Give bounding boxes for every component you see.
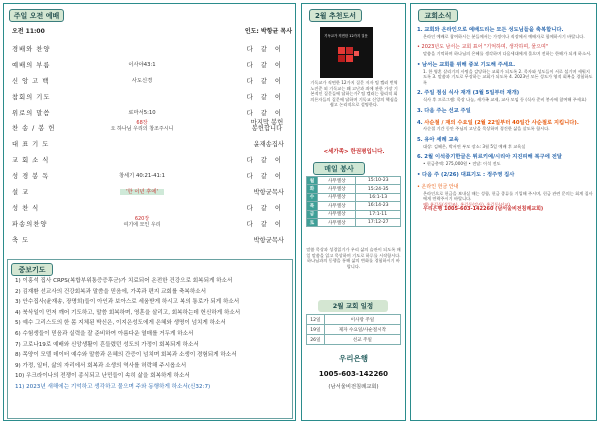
meetings-table bbox=[306, 314, 401, 345]
meetings-header: 2월 교회 일정 bbox=[318, 300, 388, 312]
book-cover-title: 기독교가 직면한 12가지 질문 bbox=[324, 34, 368, 38]
order-row bbox=[12, 135, 292, 151]
table-cell: 선교 주일 bbox=[324, 335, 400, 345]
table-row bbox=[307, 185, 401, 193]
notice-num: • bbox=[417, 44, 420, 51]
order-row bbox=[12, 40, 292, 56]
table-cell: 사무엘상 bbox=[318, 218, 356, 226]
notice-num: • bbox=[417, 171, 421, 178]
notice-num: 1. bbox=[417, 27, 423, 33]
table-row bbox=[307, 315, 401, 325]
order-content bbox=[82, 120, 202, 132]
prayer-item: 11) 2023년 새해에는 기억하고 생각하고 물으며 주와 동행하게 하소서(신32:7) bbox=[15, 383, 211, 390]
order-right: 다 같 이 bbox=[246, 109, 284, 117]
order-right: 다 같 이 bbox=[246, 157, 284, 165]
table-cell: 제자 수요일/사순절시작 bbox=[324, 325, 400, 335]
order-right: 다 같 이 bbox=[246, 220, 284, 228]
hymn-title: 오 하나님 우리의 창조주시니 bbox=[110, 126, 174, 133]
hymn-number: 620장 bbox=[134, 215, 150, 222]
worship-order bbox=[12, 40, 292, 247]
service-table bbox=[306, 176, 401, 227]
prayer-header: 중보기도 bbox=[11, 263, 53, 276]
notice-text: 교회와 온라인으로 예배드리는 모든 성도님들을 축복합니다. bbox=[424, 27, 564, 33]
table-cell: 15:10-23 bbox=[356, 177, 401, 185]
table-cell: 15:24-35 bbox=[356, 185, 401, 193]
order-row bbox=[12, 183, 292, 199]
notice-item bbox=[417, 184, 593, 191]
table-cell: 16:1-13 bbox=[356, 193, 401, 201]
notice-num: 2. bbox=[417, 90, 423, 97]
table-cell: 금 bbox=[307, 210, 318, 218]
prayer-item: 5) 예수 그리스도의 한 몸 지체된 박신은, 이지은성도에게 은혜와 생명이 넘치게 하소서 bbox=[15, 320, 226, 327]
table-cell: 목 bbox=[307, 202, 318, 210]
table-row bbox=[307, 177, 401, 185]
order-name: 성 찬 식 bbox=[12, 204, 40, 212]
table-row bbox=[307, 210, 401, 218]
notice-sub: 사순절 기간 동안 주님의 고난을 묵상하며 경건한 삶을 살도록 합시다. bbox=[423, 126, 550, 132]
book-cover-image bbox=[320, 27, 373, 78]
order-name: 신 앙 고 백 bbox=[12, 77, 50, 85]
table-cell: 이사랑 주일 bbox=[324, 315, 400, 325]
worship-time-row bbox=[12, 26, 292, 35]
notice-item bbox=[417, 62, 593, 69]
order-content: 이사야43:1 bbox=[128, 61, 156, 68]
order-name: 성 경 봉 독 bbox=[12, 173, 50, 181]
order-name: 위로의 말씀 bbox=[12, 109, 51, 117]
order-name: 교 회 소 식 bbox=[12, 157, 50, 165]
notice-sub: 1. 한 영혼 살리기의 사명을 감당하는 교회가 되도록 2. 목자와 성도들이 서로 섬기며 세워지도록 3. 말씀과 기도로 무장하는 교회가 되도록 4. 2023년 모든 성도가 영적 회복을 경험하도록 bbox=[423, 68, 593, 85]
order-right: 다 같 이 bbox=[246, 46, 284, 53]
service-header: 매일 봉사 bbox=[313, 162, 365, 175]
order-right: 다 같 이 bbox=[246, 77, 284, 85]
prayer-item: 6) 수험생들이 믿음과 실력을 잘 준비하여 아름다운 열매를 거두게 하소서 bbox=[15, 330, 194, 337]
book-title: <세가족> 한권평입니다. bbox=[323, 149, 385, 155]
order-name: 축 도 bbox=[12, 236, 30, 244]
order-right: 다 같 이 bbox=[246, 93, 284, 101]
prayer-item: 7) 고로나19로 예배와 신앙생활이 흔들렸던 성도의 가정이 회복되게 하소서 bbox=[15, 341, 199, 348]
order-right: 윤재송집사 bbox=[253, 141, 284, 149]
bank-name: 우리은행 bbox=[339, 354, 368, 363]
order-row bbox=[12, 119, 292, 135]
hymn-number: 68장 bbox=[136, 120, 148, 127]
order-name: 파송의찬양 bbox=[12, 220, 48, 228]
prayer-item: 9) 가정, 일터, 삶의 자리에서 회복과 소생의 역사를 허락해 주시옵소서 bbox=[15, 362, 187, 369]
sermon-title: '한 이년 후에' bbox=[120, 189, 164, 195]
notice-text: 유아 세례 교육 bbox=[424, 136, 459, 143]
hymn-title: 여기에 모인 우리 bbox=[123, 221, 161, 228]
notice-text: 남서는 교회를 위해 중보 기도해 주세요. bbox=[421, 61, 516, 68]
table-row bbox=[307, 193, 401, 201]
order-row bbox=[12, 231, 292, 247]
notice-text: 주일 점심 식사 재개 (3월 5일부터 재개) bbox=[424, 90, 520, 97]
service-note: 말씀 묵상과 성경읽기가 우리 삶의 습관이 되도록 매일 말씀을 읽고 묵상하며 기도로 하루를 시작합시다. 하나님과의 동행을 통해 삶의 변화를 경험하시기 바랍니다. bbox=[306, 247, 401, 269]
notice-num: 6. bbox=[417, 154, 423, 161]
table-cell: 16:14-23 bbox=[356, 202, 401, 210]
order-content bbox=[82, 216, 202, 228]
prayer-item: 10) 우크라이나의 전쟁이 종식되고 난민들이 속히 삶을 회복하게 하소서 bbox=[15, 373, 190, 380]
order-right: 다 같 이 bbox=[246, 204, 284, 212]
notice-sub: 식사 후 프로그램: 목장 나눔, 새가족 교제, 교사 모임 등 (식사 준비 봉사에 참여해 주세요) bbox=[423, 97, 587, 103]
notice-text: 온라인 헌금 안내 bbox=[421, 183, 459, 190]
table-cell: 사무엘상 bbox=[318, 177, 356, 185]
notice-item bbox=[417, 27, 593, 34]
table-cell: 17:1-11 bbox=[356, 210, 401, 218]
notice-sub: 말씀을 기억하며 하나님의 은혜를 생각하며 다음세대에게 물으며 전하는 한해가 되게 하소서. bbox=[423, 51, 592, 57]
notice-item bbox=[417, 137, 593, 144]
order-right: 박항균목사 bbox=[253, 189, 284, 197]
order-name: 설 교 bbox=[12, 189, 30, 197]
prayer-item: 2) 김재환 선교사의 건강회복과 말씀을 믿음에, 가족과 편지 교회를 축복하소서 bbox=[15, 288, 207, 295]
table-row bbox=[307, 335, 401, 345]
table-cell: 19일 bbox=[307, 325, 325, 335]
notice-text: 다음 주 (2/26) 대표기도 : 정주영 집사 bbox=[421, 171, 515, 178]
notice-item bbox=[417, 172, 593, 179]
order-row bbox=[12, 215, 292, 231]
notice-num: 4. bbox=[417, 119, 423, 126]
order-name: 찬 송 / 봉 헌 bbox=[12, 125, 56, 133]
prayer-item: 8) 목양이 모델 데이터 예수와 말씀과 은혜의 간증이 넘치며 회복과 소생이 경험되게 하소서 bbox=[15, 352, 237, 359]
notice-text: 사순절 / 재의 수요일 (2월 22일부터 40일간 사순절로 지킵니다). bbox=[424, 119, 579, 126]
order-right: 다 같 이 bbox=[246, 61, 284, 69]
order-name: 예배의 부름 bbox=[12, 61, 51, 69]
bank-account: 1005-603-142260 bbox=[318, 370, 389, 378]
book-cover-art bbox=[320, 27, 373, 78]
book-description: 기독교가 직면한 12가지 질문 저자 팀 켈러 번역 노진준 외 기독교는 왜 고난과 죄에 관한 가장 기본적인 질문들에 답하는가? 팀 켈러는 합리적 회의론자들의 질문에 답하며 기독교 신앙의 핵심을 쉽고 논리적으로 설명한다. bbox=[310, 80, 398, 108]
notice-text: 2월 이석증기한글은 튀르키예/시리아 지진피해 복구에 전달 bbox=[424, 154, 562, 161]
order-row bbox=[12, 72, 292, 88]
order-content: 로마서5:10 bbox=[128, 109, 156, 116]
notices-list bbox=[417, 27, 593, 213]
table-row bbox=[307, 218, 401, 226]
notice-sub: • 헌금총액: 275,000원 • 전달: 이석 전도 bbox=[423, 161, 501, 167]
order-row bbox=[12, 56, 292, 72]
order-row bbox=[12, 88, 292, 104]
order-content: 사도신경 bbox=[131, 77, 153, 84]
notice-bank: 우리은행 1005-603-142260 (남서울비전침례교회) bbox=[423, 206, 544, 213]
notice-num: 3. bbox=[417, 107, 423, 114]
table-cell: 수 bbox=[307, 193, 318, 201]
bank-holder: (남서울비전침례교회) bbox=[328, 384, 379, 390]
prayer-item: 1) 이홍석 집사 CRPS(복합부위통증증후군)가 치료되어 온전한 건강으로 회복되게 하소서 bbox=[15, 278, 233, 284]
bank-info bbox=[306, 353, 401, 390]
notice-num: 5. bbox=[417, 136, 423, 143]
prayer-list bbox=[15, 276, 287, 393]
prayer-item: 3) 안수집사(윤재송, 장명희)들이 아인과 보아스로 세움받게 하시고 복의 통로가 되게 하소서 bbox=[15, 299, 240, 306]
worship-time: 오전 11:00 bbox=[12, 28, 45, 35]
table-cell: 사무엘상 bbox=[318, 210, 356, 218]
prayer-item: 4) 북삭일이 먼저 깨어 기도하고, 말씀 회복하며, 영혼을 살리고, 회복하는데 헌신하게 하소서 bbox=[15, 309, 241, 316]
order-name: 경배와 찬양 bbox=[12, 46, 51, 53]
notice-sub: 예) 홍길동(십일조), 홍길동(감사), 홍길동(선교) bbox=[423, 201, 510, 207]
order-right: 박항균목사 bbox=[253, 236, 284, 244]
order-content bbox=[82, 187, 202, 195]
table-cell: 12일 bbox=[307, 315, 325, 325]
worship-header: 주일 오전 예배 bbox=[9, 9, 64, 22]
order-row bbox=[12, 151, 292, 167]
notices-header: 교회소식 bbox=[418, 9, 458, 22]
order-right: 마지막 봉헌 봉헌합니다 bbox=[250, 119, 284, 133]
table-cell: 토 bbox=[307, 218, 318, 226]
table-cell: 화 bbox=[307, 185, 318, 193]
table-cell: 사무엘상 bbox=[318, 202, 356, 210]
table-cell: 17:12-27 bbox=[356, 218, 401, 226]
notice-text: 2023년도 남서는 교회 표어 "기억하며, 생각하며, 물으며" bbox=[421, 44, 549, 51]
table-cell: 월 bbox=[307, 177, 318, 185]
worship-leader: 인도: 박항균 목사 bbox=[244, 28, 292, 35]
order-row bbox=[12, 199, 292, 215]
order-name: 참회의 기도 bbox=[12, 93, 51, 101]
table-cell: 사무엘상 bbox=[318, 185, 356, 193]
order-name: 대 표 기 도 bbox=[12, 141, 50, 149]
table-cell: 26일 bbox=[307, 335, 325, 345]
notice-sub: 온라인 예배로 참여하시는 분들께서는 가정이나 직장에서 예배자로 함께하시기 바랍니다. bbox=[423, 33, 585, 39]
notice-num: • bbox=[417, 183, 420, 190]
notice-text: 다음 주는 선교 주일 bbox=[424, 107, 471, 114]
book-header: 2월 추천도서 bbox=[309, 9, 362, 22]
notice-sub: 온라인으로 헌금을 보내실 때는 성함, 헌금 종류를 기입해 주시며, 헌금 관련 문의는 회계 집사에게 연락주시기 바랍니다. bbox=[423, 190, 593, 202]
notice-item bbox=[417, 108, 593, 115]
notice-sub: 대상: 김혜은, 박서연 부모 장소: 3월 5일 예배 후 교육실 bbox=[423, 143, 526, 149]
table-row bbox=[307, 325, 401, 335]
order-row bbox=[12, 167, 292, 183]
order-right: 다 같 이 bbox=[246, 173, 284, 181]
table-cell: 사무엘상 bbox=[318, 193, 356, 201]
notice-num: • bbox=[417, 61, 421, 68]
table-row bbox=[307, 202, 401, 210]
order-row bbox=[12, 104, 292, 120]
order-content: 창세기 40:21-41:1 bbox=[118, 173, 166, 180]
